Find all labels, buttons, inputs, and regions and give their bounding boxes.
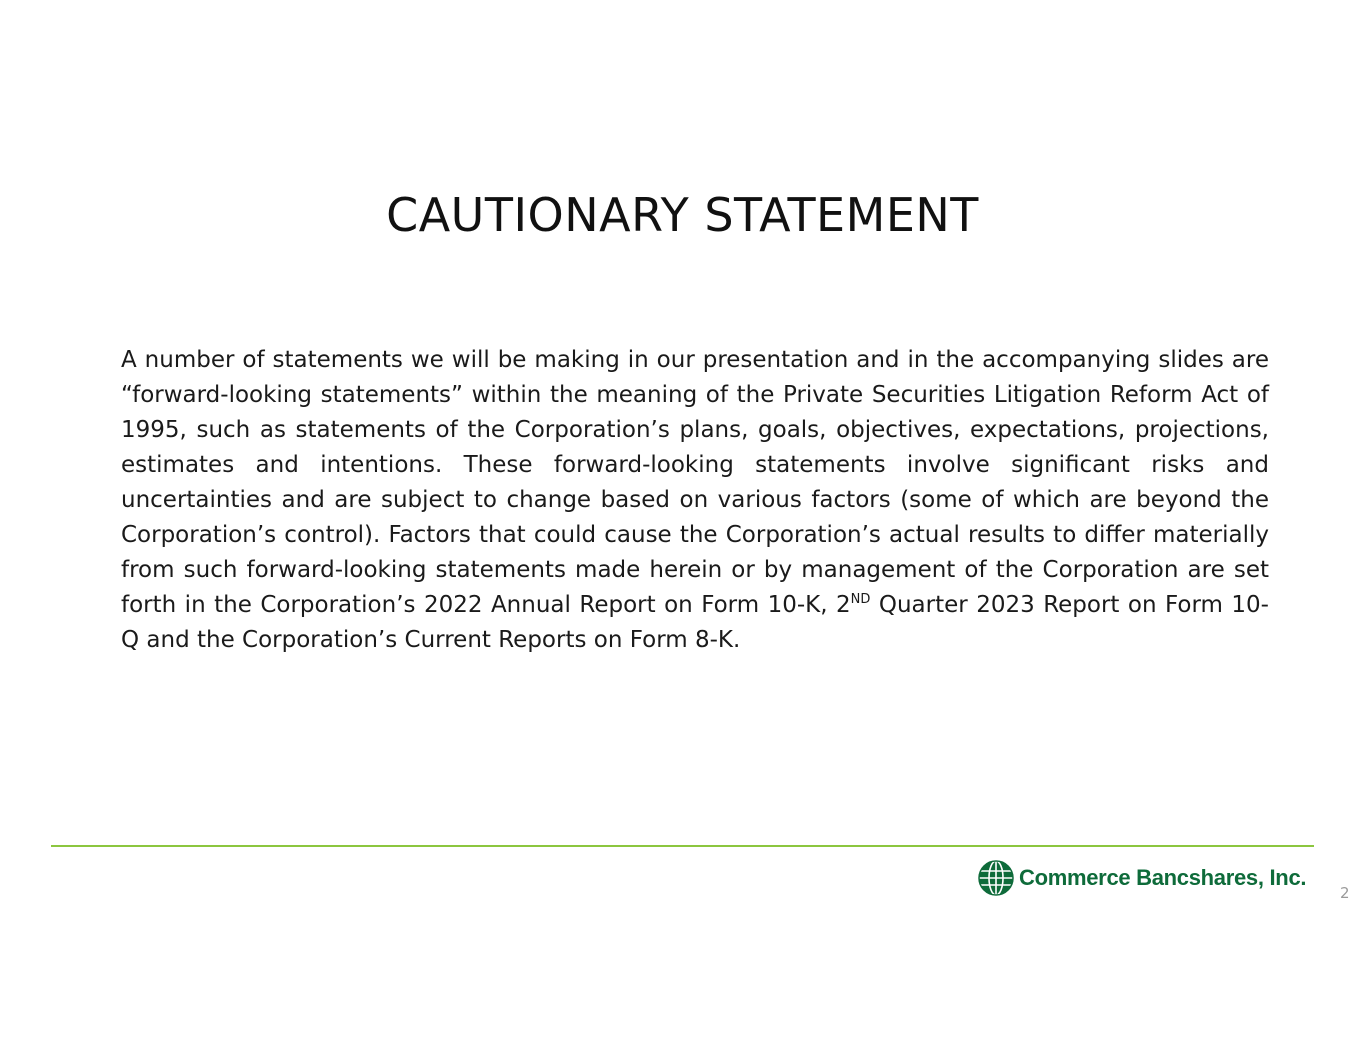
slide-title: CAUTIONARY STATEMENT: [386, 188, 979, 242]
ordinal-superscript: ND: [850, 592, 871, 607]
globe-icon: [978, 860, 1014, 896]
page-number: 2: [1340, 884, 1350, 902]
company-logo: [978, 859, 1306, 897]
cautionary-statement-text: [121, 343, 1269, 658]
body-text-part1: A number of statements we will be making in our presentation and in the accompanying slides are “forward-looking statements” within the meaning of the Private Securities Litigation Reform Act of 1995, such as statements of the Corporation’s plans, goals, objectives, expectations, projections, estimates and intentions. These forward-looking statements involve significant risks and uncertainties and are subject to change based on various factors (some of which are beyond the Corporation’s control). Factors that could cause the Corporation’s actual results to differ materially from such forward-looking statements made herein or by management of the Corporation are set forth in the Corporation’s 2022 Annual Report on Form 10-K, 2: [121, 347, 1269, 618]
footer-divider: [51, 845, 1314, 847]
body-text-part2: Quarter 2023 Report on Form 10-Q and the Corporation’s Current Reports on Form 8-K.: [121, 592, 1269, 653]
logo-wordmark: Commerce Bancshares, Inc.: [1019, 865, 1307, 890]
